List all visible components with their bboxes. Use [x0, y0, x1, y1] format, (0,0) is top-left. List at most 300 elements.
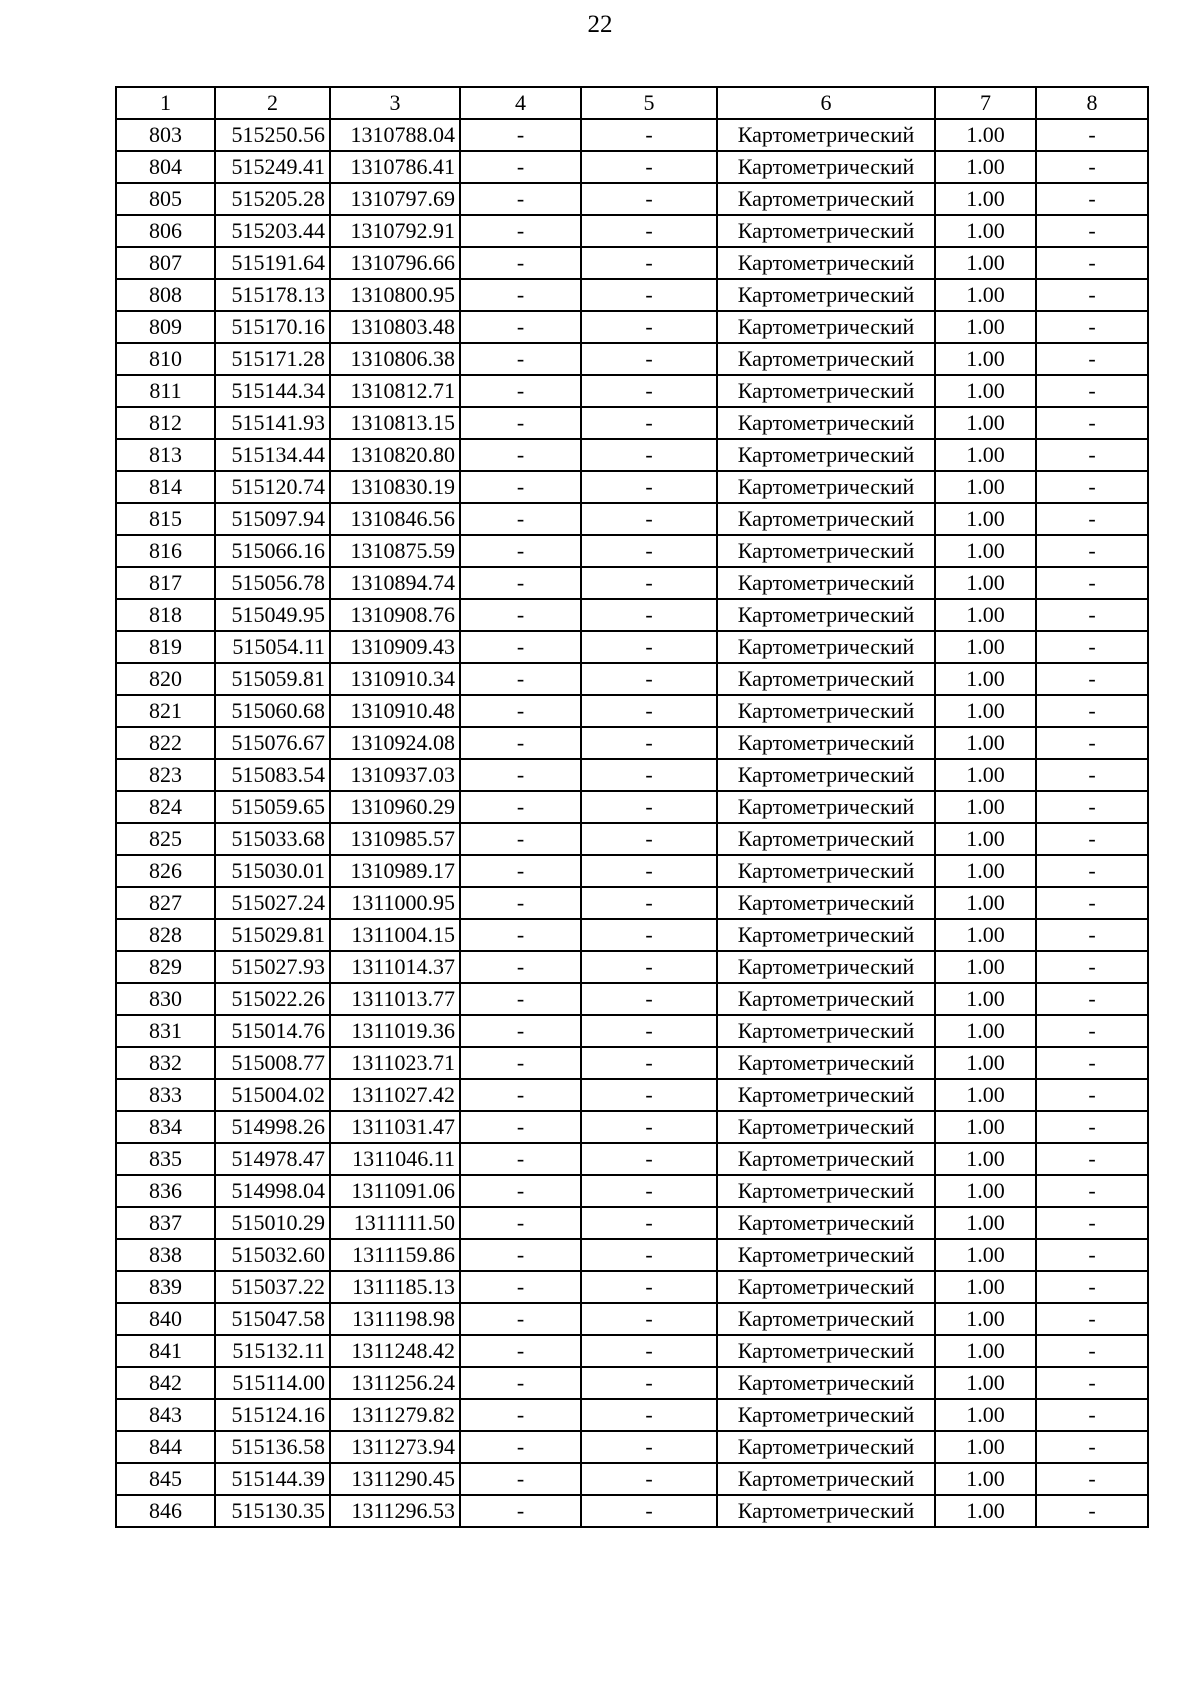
column-4-cell: -	[460, 1175, 581, 1207]
table-row	[116, 951, 1148, 983]
x-coordinate-cell: 515130.35	[215, 1495, 330, 1527]
accuracy-cell: 1.00	[935, 1175, 1036, 1207]
column-4-cell: -	[460, 887, 581, 919]
method-cell: Картометрический	[717, 503, 935, 535]
point-number-cell: 832	[116, 1047, 215, 1079]
column-5-cell: -	[581, 1495, 717, 1527]
point-number-cell: 818	[116, 599, 215, 631]
column-5-cell: -	[581, 343, 717, 375]
column-5-cell: -	[581, 1399, 717, 1431]
x-coordinate-cell: 515054.11	[215, 631, 330, 663]
point-number-cell: 824	[116, 791, 215, 823]
column-5-cell: -	[581, 279, 717, 311]
table-row	[116, 1239, 1148, 1271]
table-row	[116, 1367, 1148, 1399]
y-coordinate-cell: 1311000.95	[330, 887, 460, 919]
y-coordinate-cell: 1310788.04	[330, 119, 460, 151]
y-coordinate-cell: 1311290.45	[330, 1463, 460, 1495]
column-4-cell: -	[460, 1239, 581, 1271]
point-number-cell: 804	[116, 151, 215, 183]
method-cell: Картометрический	[717, 439, 935, 471]
table-row	[116, 1495, 1148, 1527]
y-coordinate-cell: 1311019.36	[330, 1015, 460, 1047]
column-5-cell: -	[581, 151, 717, 183]
method-cell: Картометрический	[717, 1239, 935, 1271]
column-8-cell: -	[1036, 1367, 1148, 1399]
column-5-cell: -	[581, 503, 717, 535]
accuracy-cell: 1.00	[935, 279, 1036, 311]
column-8-cell: -	[1036, 599, 1148, 631]
point-number-cell: 840	[116, 1303, 215, 1335]
column-8-cell: -	[1036, 951, 1148, 983]
accuracy-cell: 1.00	[935, 919, 1036, 951]
column-4-cell: -	[460, 1303, 581, 1335]
accuracy-cell: 1.00	[935, 855, 1036, 887]
accuracy-cell: 1.00	[935, 183, 1036, 215]
column-8-cell: -	[1036, 791, 1148, 823]
method-cell: Картометрический	[717, 1111, 935, 1143]
table-row	[116, 887, 1148, 919]
point-number-cell: 814	[116, 471, 215, 503]
point-number-cell: 842	[116, 1367, 215, 1399]
method-cell: Картометрический	[717, 343, 935, 375]
point-number-cell: 816	[116, 535, 215, 567]
column-5-cell: -	[581, 119, 717, 151]
x-coordinate-cell: 515022.26	[215, 983, 330, 1015]
table-row	[116, 279, 1148, 311]
x-coordinate-cell: 515032.60	[215, 1239, 330, 1271]
method-cell: Картометрический	[717, 183, 935, 215]
table-row	[116, 119, 1148, 151]
method-cell: Картометрический	[717, 1271, 935, 1303]
table-row	[116, 503, 1148, 535]
column-5-cell: -	[581, 791, 717, 823]
point-number-cell: 805	[116, 183, 215, 215]
table-row	[116, 727, 1148, 759]
column-4-cell: -	[460, 1079, 581, 1111]
column-8-cell: -	[1036, 983, 1148, 1015]
column-8-cell: -	[1036, 215, 1148, 247]
point-number-cell: 833	[116, 1079, 215, 1111]
y-coordinate-cell: 1310894.74	[330, 567, 460, 599]
point-number-cell: 827	[116, 887, 215, 919]
point-number-cell: 815	[116, 503, 215, 535]
column-5-cell: -	[581, 887, 717, 919]
y-coordinate-cell: 1311027.42	[330, 1079, 460, 1111]
method-cell: Картометрический	[717, 919, 935, 951]
y-coordinate-cell: 1310792.91	[330, 215, 460, 247]
column-5-cell: -	[581, 311, 717, 343]
x-coordinate-cell: 515060.68	[215, 695, 330, 727]
table-row	[116, 1303, 1148, 1335]
column-8-cell: -	[1036, 1431, 1148, 1463]
column-8-cell: -	[1036, 1111, 1148, 1143]
y-coordinate-cell: 1311185.13	[330, 1271, 460, 1303]
column-8-cell: -	[1036, 151, 1148, 183]
x-coordinate-cell: 515144.34	[215, 375, 330, 407]
method-cell: Картометрический	[717, 759, 935, 791]
table-row	[116, 1207, 1148, 1239]
method-cell: Картометрический	[717, 1463, 935, 1495]
coordinates-table	[115, 86, 1149, 1528]
x-coordinate-cell: 515250.56	[215, 119, 330, 151]
column-5-cell: -	[581, 247, 717, 279]
accuracy-cell: 1.00	[935, 1335, 1036, 1367]
column-5-cell: -	[581, 1143, 717, 1175]
column-8-cell: -	[1036, 1399, 1148, 1431]
y-coordinate-cell: 1311031.47	[330, 1111, 460, 1143]
table-row	[116, 1399, 1148, 1431]
column-5-cell: -	[581, 535, 717, 567]
point-number-cell: 810	[116, 343, 215, 375]
method-cell: Картометрический	[717, 1143, 935, 1175]
column-8-cell: -	[1036, 727, 1148, 759]
table-row	[116, 791, 1148, 823]
accuracy-cell: 1.00	[935, 503, 1036, 535]
x-coordinate-cell: 515132.11	[215, 1335, 330, 1367]
point-number-cell: 822	[116, 727, 215, 759]
point-number-cell: 811	[116, 375, 215, 407]
point-number-cell: 835	[116, 1143, 215, 1175]
accuracy-cell: 1.00	[935, 343, 1036, 375]
y-coordinate-cell: 1310875.59	[330, 535, 460, 567]
column-4-cell: -	[460, 631, 581, 663]
table-row	[116, 1015, 1148, 1047]
table-row	[116, 343, 1148, 375]
x-coordinate-cell: 515136.58	[215, 1431, 330, 1463]
column-8-cell: -	[1036, 567, 1148, 599]
table-row	[116, 407, 1148, 439]
y-coordinate-cell: 1311273.94	[330, 1431, 460, 1463]
method-cell: Картометрический	[717, 791, 935, 823]
column-5-cell: -	[581, 567, 717, 599]
accuracy-cell: 1.00	[935, 1239, 1036, 1271]
accuracy-cell: 1.00	[935, 599, 1036, 631]
method-cell: Картометрический	[717, 119, 935, 151]
column-8-cell: -	[1036, 759, 1148, 791]
y-coordinate-cell: 1310909.43	[330, 631, 460, 663]
table-row	[116, 1431, 1148, 1463]
y-coordinate-cell: 1311004.15	[330, 919, 460, 951]
column-4-cell: -	[460, 1015, 581, 1047]
column-4-cell: -	[460, 375, 581, 407]
point-number-cell: 807	[116, 247, 215, 279]
method-cell: Картометрический	[717, 855, 935, 887]
accuracy-cell: 1.00	[935, 1271, 1036, 1303]
column-5-cell: -	[581, 919, 717, 951]
column-8-cell: -	[1036, 1143, 1148, 1175]
column-5-cell: -	[581, 215, 717, 247]
column-4-cell: -	[460, 791, 581, 823]
point-number-cell: 836	[116, 1175, 215, 1207]
column-header: 5	[581, 87, 717, 119]
table-row	[116, 1111, 1148, 1143]
table-row	[116, 823, 1148, 855]
column-5-cell: -	[581, 1239, 717, 1271]
column-8-cell: -	[1036, 247, 1148, 279]
point-number-cell: 812	[116, 407, 215, 439]
column-5-cell: -	[581, 599, 717, 631]
accuracy-cell: 1.00	[935, 311, 1036, 343]
table-row	[116, 1463, 1148, 1495]
page-number: 22	[587, 11, 613, 38]
column-8-cell: -	[1036, 887, 1148, 919]
x-coordinate-cell: 515033.68	[215, 823, 330, 855]
accuracy-cell: 1.00	[935, 695, 1036, 727]
y-coordinate-cell: 1310937.03	[330, 759, 460, 791]
y-coordinate-cell: 1310806.38	[330, 343, 460, 375]
column-5-cell: -	[581, 1303, 717, 1335]
method-cell: Картометрический	[717, 1207, 935, 1239]
accuracy-cell: 1.00	[935, 1143, 1036, 1175]
x-coordinate-cell: 515120.74	[215, 471, 330, 503]
column-4-cell: -	[460, 503, 581, 535]
column-8-cell: -	[1036, 855, 1148, 887]
table-row	[116, 919, 1148, 951]
x-coordinate-cell: 514998.04	[215, 1175, 330, 1207]
method-cell: Картометрический	[717, 151, 935, 183]
point-number-cell: 821	[116, 695, 215, 727]
table-row	[116, 567, 1148, 599]
column-5-cell: -	[581, 407, 717, 439]
table-row	[116, 1047, 1148, 1079]
accuracy-cell: 1.00	[935, 983, 1036, 1015]
column-8-cell: -	[1036, 823, 1148, 855]
column-4-cell: -	[460, 663, 581, 695]
column-header: 8	[1036, 87, 1148, 119]
column-5-cell: -	[581, 855, 717, 887]
y-coordinate-cell: 1310924.08	[330, 727, 460, 759]
column-5-cell: -	[581, 1463, 717, 1495]
y-coordinate-cell: 1311023.71	[330, 1047, 460, 1079]
point-number-cell: 834	[116, 1111, 215, 1143]
column-4-cell: -	[460, 695, 581, 727]
column-8-cell: -	[1036, 1079, 1148, 1111]
column-8-cell: -	[1036, 1335, 1148, 1367]
column-8-cell: -	[1036, 695, 1148, 727]
column-4-cell: -	[460, 439, 581, 471]
column-8-cell: -	[1036, 919, 1148, 951]
column-8-cell: -	[1036, 1015, 1148, 1047]
column-5-cell: -	[581, 663, 717, 695]
y-coordinate-cell: 1310812.71	[330, 375, 460, 407]
method-cell: Картометрический	[717, 279, 935, 311]
y-coordinate-cell: 1311296.53	[330, 1495, 460, 1527]
column-8-cell: -	[1036, 1175, 1148, 1207]
column-8-cell: -	[1036, 311, 1148, 343]
column-5-cell: -	[581, 1207, 717, 1239]
column-8-cell: -	[1036, 1207, 1148, 1239]
point-number-cell: 846	[116, 1495, 215, 1527]
x-coordinate-cell: 515059.81	[215, 663, 330, 695]
accuracy-cell: 1.00	[935, 823, 1036, 855]
y-coordinate-cell: 1310910.34	[330, 663, 460, 695]
column-4-cell: -	[460, 951, 581, 983]
y-coordinate-cell: 1310846.56	[330, 503, 460, 535]
column-4-cell: -	[460, 855, 581, 887]
accuracy-cell: 1.00	[935, 1207, 1036, 1239]
column-5-cell: -	[581, 1335, 717, 1367]
accuracy-cell: 1.00	[935, 1111, 1036, 1143]
column-5-cell: -	[581, 1175, 717, 1207]
x-coordinate-cell: 515203.44	[215, 215, 330, 247]
method-cell: Картометрический	[717, 695, 935, 727]
column-4-cell: -	[460, 471, 581, 503]
point-number-cell: 831	[116, 1015, 215, 1047]
column-header: 6	[717, 87, 935, 119]
accuracy-cell: 1.00	[935, 759, 1036, 791]
method-cell: Картометрический	[717, 727, 935, 759]
point-number-cell: 830	[116, 983, 215, 1015]
table-row	[116, 983, 1148, 1015]
accuracy-cell: 1.00	[935, 1079, 1036, 1111]
y-coordinate-cell: 1311046.11	[330, 1143, 460, 1175]
column-4-cell: -	[460, 535, 581, 567]
y-coordinate-cell: 1311014.37	[330, 951, 460, 983]
point-number-cell: 844	[116, 1431, 215, 1463]
column-4-cell: -	[460, 1047, 581, 1079]
column-5-cell: -	[581, 1079, 717, 1111]
column-8-cell: -	[1036, 631, 1148, 663]
column-4-cell: -	[460, 567, 581, 599]
column-4-cell: -	[460, 983, 581, 1015]
column-4-cell: -	[460, 1271, 581, 1303]
method-cell: Картометрический	[717, 215, 935, 247]
method-cell: Картометрический	[717, 631, 935, 663]
accuracy-cell: 1.00	[935, 407, 1036, 439]
column-5-cell: -	[581, 1431, 717, 1463]
x-coordinate-cell: 515066.16	[215, 535, 330, 567]
column-header: 3	[330, 87, 460, 119]
point-number-cell: 817	[116, 567, 215, 599]
column-5-cell: -	[581, 727, 717, 759]
column-4-cell: -	[460, 1495, 581, 1527]
method-cell: Картометрический	[717, 599, 935, 631]
x-coordinate-cell: 515027.24	[215, 887, 330, 919]
method-cell: Картометрический	[717, 311, 935, 343]
method-cell: Картометрический	[717, 1303, 935, 1335]
table-row	[116, 1271, 1148, 1303]
x-coordinate-cell: 515047.58	[215, 1303, 330, 1335]
point-number-cell: 837	[116, 1207, 215, 1239]
x-coordinate-cell: 515114.00	[215, 1367, 330, 1399]
y-coordinate-cell: 1310797.69	[330, 183, 460, 215]
y-coordinate-cell: 1311248.42	[330, 1335, 460, 1367]
accuracy-cell: 1.00	[935, 1431, 1036, 1463]
column-8-cell: -	[1036, 1271, 1148, 1303]
point-number-cell: 839	[116, 1271, 215, 1303]
column-header: 2	[215, 87, 330, 119]
column-5-cell: -	[581, 759, 717, 791]
column-4-cell: -	[460, 599, 581, 631]
point-number-cell: 841	[116, 1335, 215, 1367]
accuracy-cell: 1.00	[935, 663, 1036, 695]
table-row	[116, 471, 1148, 503]
column-4-cell: -	[460, 759, 581, 791]
y-coordinate-cell: 1310803.48	[330, 311, 460, 343]
table-row	[116, 151, 1148, 183]
x-coordinate-cell: 515076.67	[215, 727, 330, 759]
column-8-cell: -	[1036, 1047, 1148, 1079]
table-row	[116, 311, 1148, 343]
table-body	[116, 119, 1148, 1527]
x-coordinate-cell: 515010.29	[215, 1207, 330, 1239]
table-row	[116, 855, 1148, 887]
table-row	[116, 215, 1148, 247]
column-4-cell: -	[460, 1207, 581, 1239]
x-coordinate-cell: 515008.77	[215, 1047, 330, 1079]
point-number-cell: 845	[116, 1463, 215, 1495]
column-4-cell: -	[460, 407, 581, 439]
x-coordinate-cell: 515144.39	[215, 1463, 330, 1495]
point-number-cell: 838	[116, 1239, 215, 1271]
accuracy-cell: 1.00	[935, 631, 1036, 663]
accuracy-cell: 1.00	[935, 887, 1036, 919]
y-coordinate-cell: 1310910.48	[330, 695, 460, 727]
y-coordinate-cell: 1310800.95	[330, 279, 460, 311]
column-8-cell: -	[1036, 503, 1148, 535]
column-4-cell: -	[460, 151, 581, 183]
accuracy-cell: 1.00	[935, 791, 1036, 823]
column-8-cell: -	[1036, 471, 1148, 503]
column-4-cell: -	[460, 215, 581, 247]
column-5-cell: -	[581, 983, 717, 1015]
column-5-cell: -	[581, 375, 717, 407]
method-cell: Картометрический	[717, 983, 935, 1015]
column-4-cell: -	[460, 247, 581, 279]
point-number-cell: 813	[116, 439, 215, 471]
x-coordinate-cell: 515029.81	[215, 919, 330, 951]
accuracy-cell: 1.00	[935, 1303, 1036, 1335]
y-coordinate-cell: 1310960.29	[330, 791, 460, 823]
y-coordinate-cell: 1311159.86	[330, 1239, 460, 1271]
method-cell: Картометрический	[717, 567, 935, 599]
x-coordinate-cell: 515205.28	[215, 183, 330, 215]
x-coordinate-cell: 515191.64	[215, 247, 330, 279]
column-8-cell: -	[1036, 375, 1148, 407]
y-coordinate-cell: 1310796.66	[330, 247, 460, 279]
accuracy-cell: 1.00	[935, 119, 1036, 151]
method-cell: Картометрический	[717, 1175, 935, 1207]
table-row	[116, 695, 1148, 727]
column-5-cell: -	[581, 951, 717, 983]
method-cell: Картометрический	[717, 1399, 935, 1431]
column-8-cell: -	[1036, 535, 1148, 567]
x-coordinate-cell: 515056.78	[215, 567, 330, 599]
accuracy-cell: 1.00	[935, 1399, 1036, 1431]
x-coordinate-cell: 515083.54	[215, 759, 330, 791]
column-5-cell: -	[581, 471, 717, 503]
column-5-cell: -	[581, 1111, 717, 1143]
x-coordinate-cell: 515170.16	[215, 311, 330, 343]
column-8-cell: -	[1036, 1463, 1148, 1495]
column-4-cell: -	[460, 279, 581, 311]
x-coordinate-cell: 515014.76	[215, 1015, 330, 1047]
table-row	[116, 759, 1148, 791]
column-8-cell: -	[1036, 407, 1148, 439]
table-row	[116, 599, 1148, 631]
y-coordinate-cell: 1310820.80	[330, 439, 460, 471]
x-coordinate-cell: 515141.93	[215, 407, 330, 439]
point-number-cell: 825	[116, 823, 215, 855]
method-cell: Картометрический	[717, 1335, 935, 1367]
accuracy-cell: 1.00	[935, 567, 1036, 599]
method-cell: Картометрический	[717, 663, 935, 695]
column-4-cell: -	[460, 1143, 581, 1175]
column-4-cell: -	[460, 1367, 581, 1399]
point-number-cell: 843	[116, 1399, 215, 1431]
accuracy-cell: 1.00	[935, 535, 1036, 567]
